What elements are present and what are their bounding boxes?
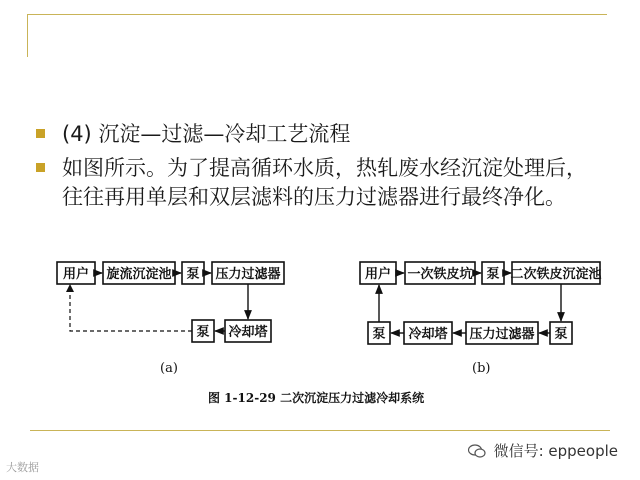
diagram-b bbox=[360, 262, 602, 376]
corner-watermark bbox=[6, 459, 39, 475]
bullet-title-text: (4) 沉淀—过滤—冷却工艺流程 bbox=[62, 122, 351, 146]
a-return-arrowhead bbox=[66, 284, 74, 292]
bottom-frame-line bbox=[30, 430, 610, 431]
a-pump-top-label: 泵 bbox=[186, 267, 200, 282]
a-pump-bottom-label: 泵 bbox=[196, 325, 210, 340]
b-pump-left-label: 泵 bbox=[372, 327, 386, 342]
diagram-a bbox=[57, 262, 284, 376]
b-iron-pit-label: 一次铁皮坑 bbox=[407, 267, 473, 282]
b-pressure-filter-label: 压力过滤器 bbox=[469, 327, 535, 342]
a-cooling-tower-label: 冷却塔 bbox=[228, 325, 268, 340]
b-caption-label: (b) bbox=[472, 361, 491, 376]
a-return-line bbox=[70, 286, 192, 331]
b-user-label: 用户 bbox=[364, 267, 392, 282]
bullet-description-text: 如图所示。为了提高循环水质，热轧废水经沉淀处理后，往往再用单层和双层滤料的压力过滤器进行最终净化。 bbox=[62, 156, 587, 209]
a-swirl-tank-label: 旋流沉淀池 bbox=[106, 267, 172, 282]
a-user-label: 用户 bbox=[62, 267, 90, 282]
wechat-icon bbox=[468, 444, 486, 458]
b-pump-top-label: 泵 bbox=[486, 267, 500, 282]
corner-watermark-text: 大数据 bbox=[6, 461, 39, 474]
figure-caption: 图 1-12-29 二次沉淀压力过滤冷却系统 bbox=[208, 391, 425, 405]
a-caption-label: (a) bbox=[160, 361, 178, 376]
b-cooling-tower-label: 冷却塔 bbox=[408, 327, 448, 342]
b-secondary-tank-label: 二次铁皮沉淀池 bbox=[510, 267, 602, 282]
wechat-id-text: 微信号: eppeople bbox=[493, 442, 618, 460]
wechat-watermark bbox=[468, 440, 618, 461]
a-pressure-filter-label: 压力过滤器 bbox=[215, 267, 281, 282]
b-pump-right-label: 泵 bbox=[554, 327, 568, 342]
